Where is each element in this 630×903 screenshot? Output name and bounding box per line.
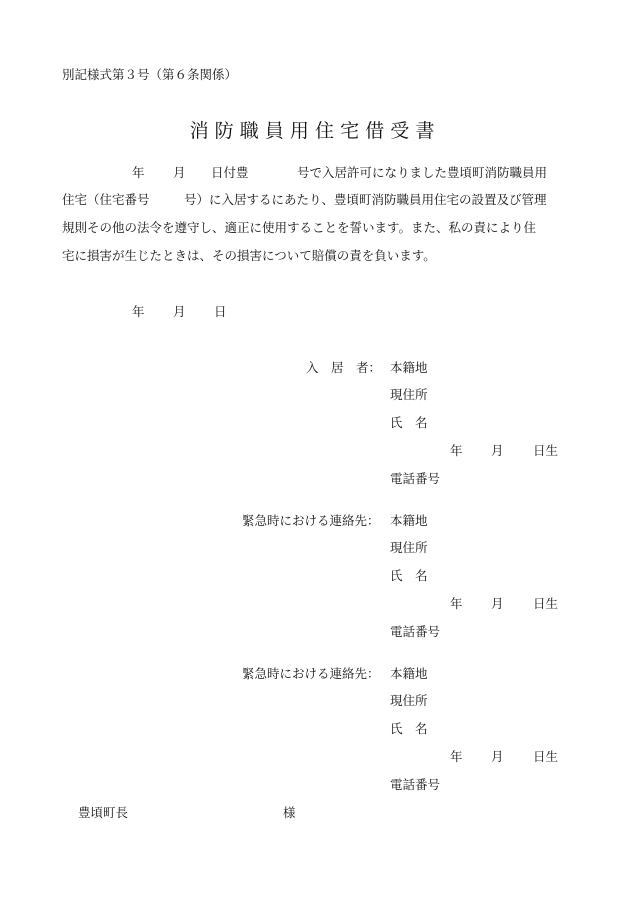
date-month: 月 [173,304,186,319]
emergency-1-label: 緊急時における連絡先： [242,513,380,528]
emergency-2-birth-month: 月 [491,749,504,764]
body-line-4: 宅に損害が生じたときは、その損害について賠償の責を負います。 [62,248,436,263]
date-day: 日 [214,304,227,319]
resident-birth-day: 日生 [533,443,559,458]
emergency-1-birth-year: 年 [450,596,463,611]
resident-name: 氏 名 [390,415,428,430]
resident-birth-year: 年 [450,443,463,458]
body-line-2-post: 号）に入居するにあたり、豊頃町消防職員用住宅の設置及び管理 [184,192,547,207]
emergency-2-birth-day: 日生 [533,749,559,764]
addressee-honorific: 様 [283,805,296,820]
emergency-1-name: 氏 名 [390,568,428,583]
resident-honseki: 本籍地 [390,360,428,375]
resident-phone: 電話番号 [390,471,441,486]
emergency-1-phone: 電話番号 [390,624,441,639]
body-line-2-pre: 住宅（住宅番号 [62,192,150,207]
resident-birth-month: 月 [491,443,504,458]
body-day-date: 日付豊 [211,165,249,180]
body-line-3: 規則その他の法令を遵守し、適正に使用することを誓います。また、私の責により住 [62,220,537,235]
body-era-year: 年 [132,165,145,180]
emergency-2-label: 緊急時における連絡先： [242,666,380,681]
resident-address: 現住所 [390,387,428,402]
document-title: 消防職員用住宅借受書 [189,120,441,142]
emergency-2-honseki: 本籍地 [390,666,428,681]
emergency-1-honseki: 本籍地 [390,513,428,528]
body-line-1-rest: 号で入居許可になりました豊頃町消防職員用 [297,165,548,180]
addressee-name: 豊頃町長 [78,805,129,820]
emergency-2-birth-year: 年 [450,749,463,764]
emergency-2-address: 現住所 [390,693,428,708]
emergency-2-phone: 電話番号 [390,777,441,792]
emergency-1-birth-month: 月 [491,596,504,611]
emergency-2-name: 氏 名 [390,721,428,736]
date-year: 年 [132,304,145,319]
emergency-1-address: 現住所 [390,540,428,555]
resident-label: 入 居 者： [306,360,382,375]
emergency-1-birth-day: 日生 [533,596,559,611]
body-month: 月 [173,165,186,180]
form-label: 別記様式第３号（第６条関係） [62,67,238,82]
